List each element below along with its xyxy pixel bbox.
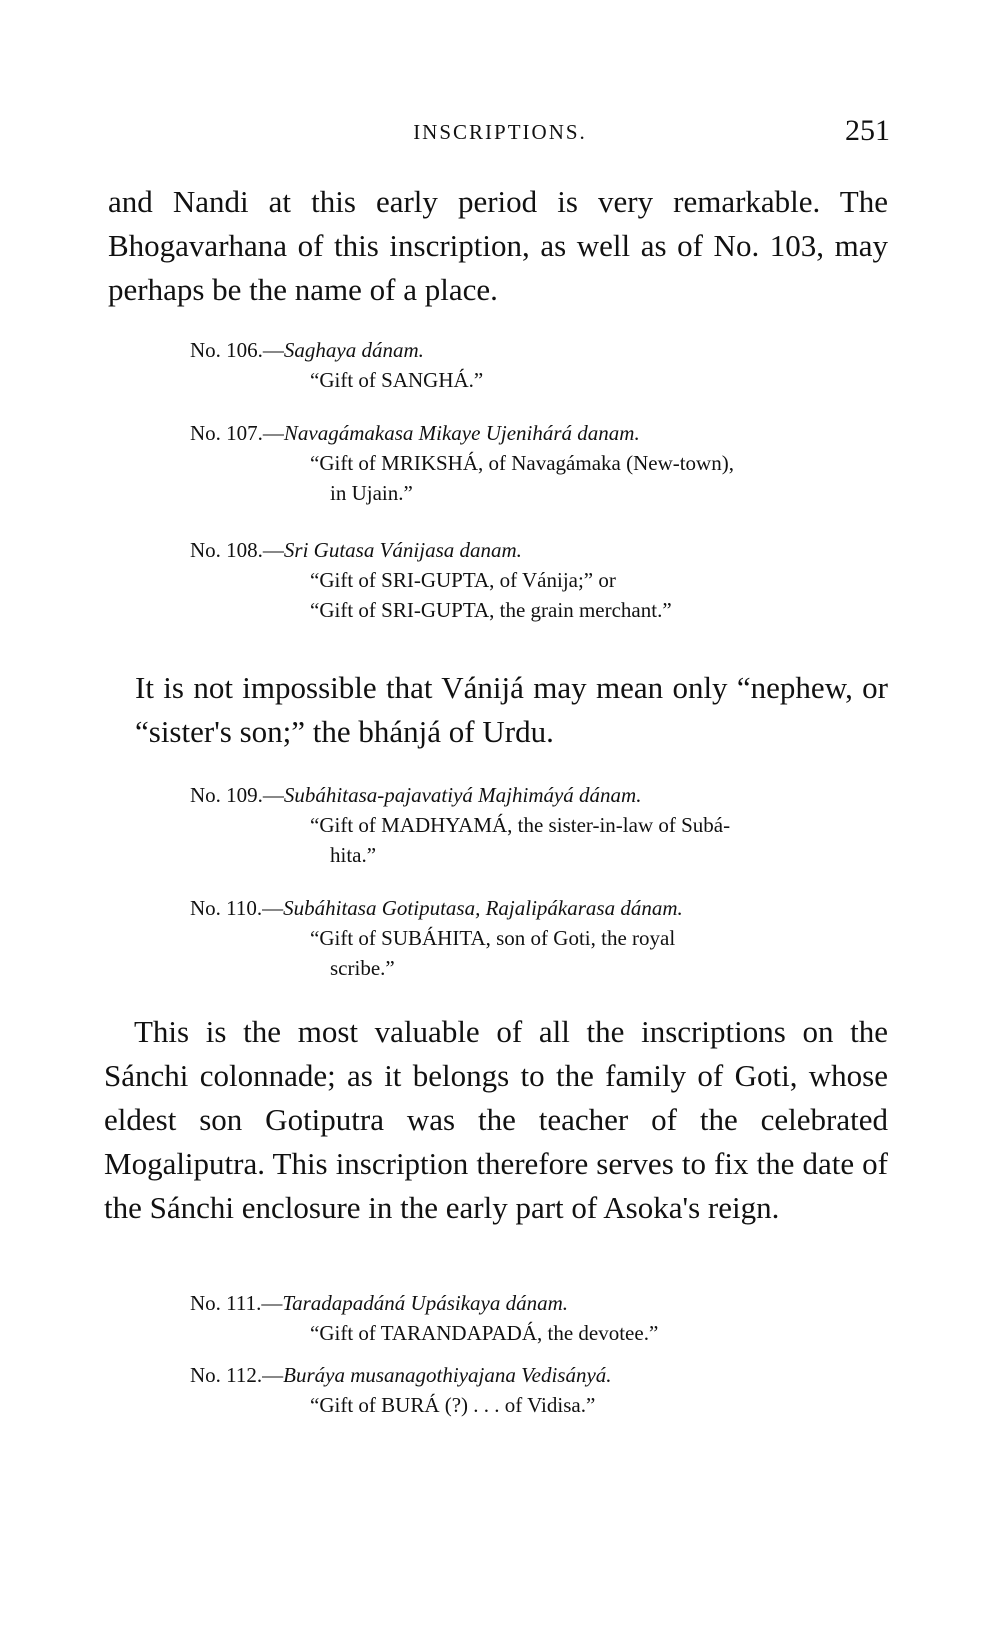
paragraph-intro: and Nandi at this early period is very remarkable. The Bhogavarhana of this inscription, as well as of No. 103, may perhaps be the name of a place. <box>108 184 888 307</box>
entry-transliteration: Sri Gutasa Vánijasa danam. <box>283 538 522 562</box>
entry-gift-line: “Gift of SUBÁHITA, son of Goti, the royal <box>310 926 676 950</box>
entry-number: No. 112.— <box>190 1363 284 1387</box>
entry-transliteration: Taradapadáná Upásikaya dánam. <box>282 1291 569 1315</box>
inscription-entry-107 <box>190 418 890 508</box>
paragraph-vanija: It is not impossible that Vánijá may mean only “nephew, or “sister's son;” the bhánjá of Urdu. <box>135 670 888 749</box>
entry-gift-line: in Ujain.” <box>330 481 413 505</box>
entry-gift-line: “Gift of MRIKSHÁ, of Navagámaka (New-town), <box>310 451 734 475</box>
inscription-entry-110 <box>190 893 890 983</box>
entry-gift-line: “Gift of SRI-GUPTA, the grain merchant.” <box>310 598 672 622</box>
entry-number: No. 109.— <box>190 783 284 807</box>
entry-gift-line: “Gift of TARANDAPADÁ, the devotee.” <box>310 1321 659 1345</box>
entry-transliteration: Buráya musanagothiyajana Vedisányá. <box>283 1363 612 1387</box>
entry-transliteration: Subáhitasa-pajavatiyá Majhimáyá dánam. <box>283 783 642 807</box>
paragraph-goti: This is the most valuable of all the inscriptions on the Sánchi colonnade; as it belongs to the family of Goti, whose eldest son Gotiputra was the teacher of the celebrated Mogaliputra. This inscription therefore serves to fix the date of the Sánchi enclosure in the early part of Asoka's reign. <box>104 1014 888 1225</box>
entry-gift-line: scribe.” <box>330 956 395 980</box>
page-number: 251 <box>845 114 890 147</box>
inscription-entry-111 <box>190 1288 890 1348</box>
running-head: INSCRIPTIONS. <box>413 120 587 144</box>
entry-number: No. 110.— <box>190 896 284 920</box>
page-header <box>110 114 890 160</box>
entry-number: No. 111.— <box>190 1291 283 1315</box>
entry-gift-line: “Gift of SANGHÁ.” <box>310 368 484 392</box>
entry-number: No. 108.— <box>190 538 284 562</box>
inscription-entry-106 <box>190 335 890 395</box>
entry-transliteration: Navagámakasa Mikaye Ujenihárá danam. <box>283 421 640 445</box>
entry-gift-line: “Gift of SRI-GUPTA, of Vánija;” or <box>310 568 616 592</box>
inscription-entry-108 <box>190 535 890 625</box>
inscription-entry-109 <box>190 780 890 870</box>
entry-number: No. 106.— <box>190 338 284 362</box>
entry-transliteration: Saghaya dánam. <box>283 338 424 362</box>
entry-transliteration: Subáhitasa Gotiputasa, Rajalipákarasa dánam. <box>283 896 683 920</box>
inscription-entry-112 <box>190 1360 890 1420</box>
entry-gift-line: hita.” <box>330 843 377 867</box>
entry-gift-line: “Gift of MADHYAMÁ, the sister-in-law of Subá- <box>310 813 731 837</box>
entry-gift-line: “Gift of BURÁ (?) . . . of Vidisa.” <box>310 1393 596 1417</box>
entry-number: No. 107.— <box>190 421 284 445</box>
